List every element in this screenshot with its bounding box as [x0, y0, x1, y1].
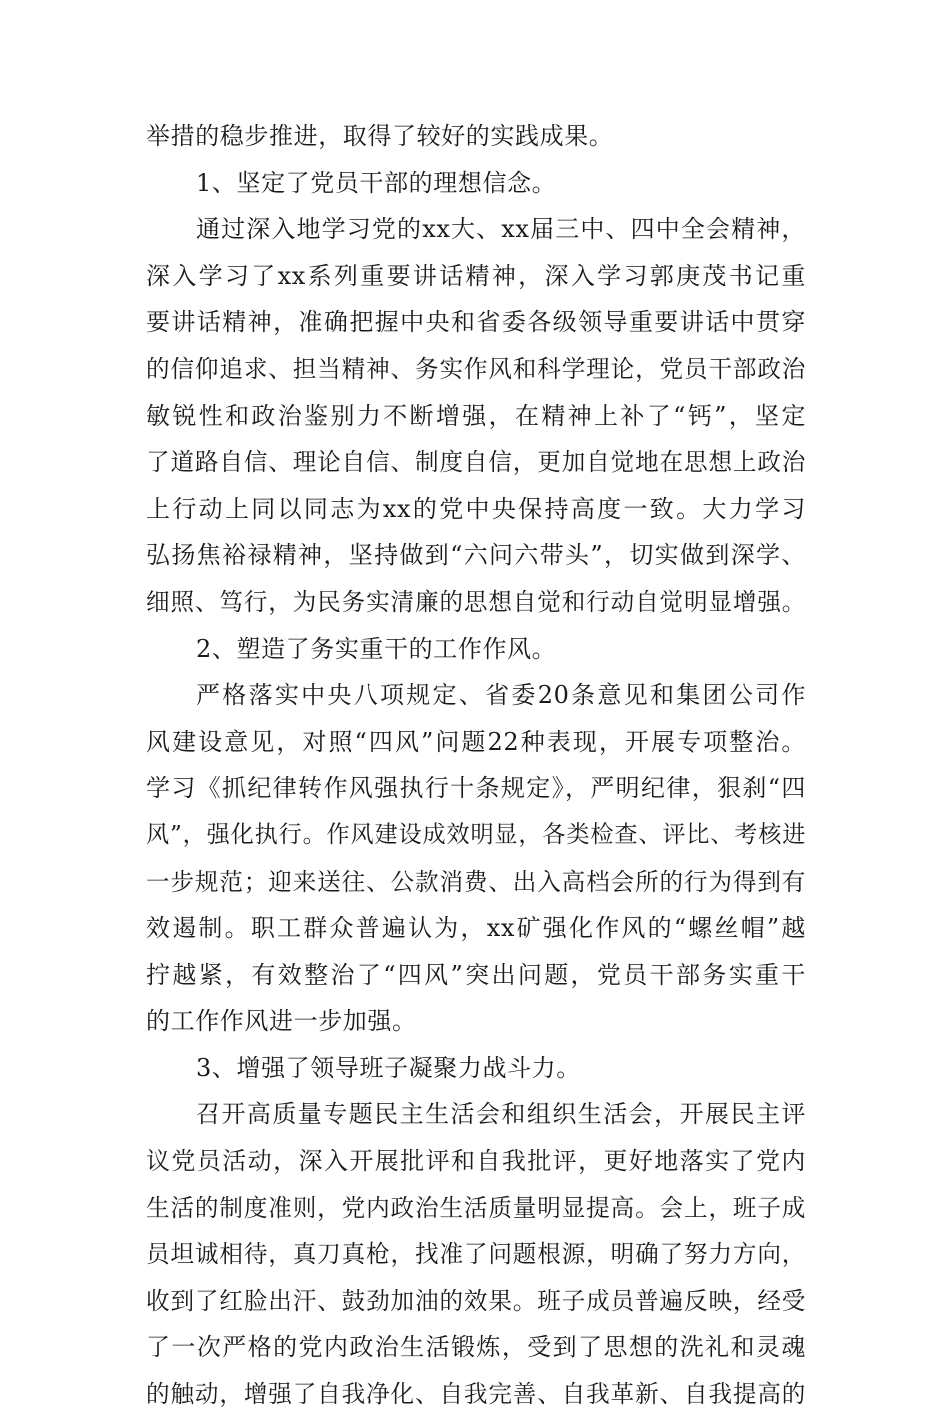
- paragraph-line: 风建设意见，对照“四风”问题22种表现，开展专项整治。: [146, 727, 806, 756]
- paragraph-line: 的信仰追求、担当精神、务实作风和科学理论，党员干部政治: [146, 354, 806, 383]
- paragraph-line: 生活的制度准则，党内政治生活质量明显提高。会上，班子成: [146, 1193, 806, 1222]
- paragraph-line: 了道路自信、理论自信、制度自信，更加自觉地在思想上政治: [146, 448, 806, 477]
- paragraph-line: 议党员活动，深入开展批评和自我批评，更好地落实了党内: [146, 1147, 806, 1176]
- section-heading-3: 3、增强了领导班子凝聚力战斗力。: [196, 1053, 581, 1082]
- paragraph-line: 员坦诚相待，真刀真枪，找准了问题根源，明确了努力方向，: [146, 1240, 806, 1269]
- paragraph-line: 一步规范；迎来送往、公款消费、出入高档会所的行为得到有: [146, 867, 806, 896]
- paragraph-line: 召开高质量专题民主生活会和组织生活会，开展民主评: [196, 1100, 806, 1129]
- paragraph-line: 敏锐性和政治鉴别力不断增强，在精神上补了“钙”，坚定: [146, 401, 806, 430]
- paragraph-line: 收到了红脸出汗、鼓劲加油的效果。班子成员普遍反映，经受: [146, 1286, 806, 1315]
- paragraph-line: 通过深入地学习党的xx大、xx届三中、四中全会精神，: [196, 215, 806, 244]
- paragraph-line: 要讲话精神，准确把握中央和省委各级领导重要讲话中贯穿: [146, 308, 806, 337]
- section-heading-2: 2、塑造了务实重干的工作作风。: [196, 634, 557, 663]
- paragraph-line: 学习《抓纪律转作风强执行十条规定》，严明纪律，狠刹“四: [146, 774, 806, 803]
- paragraph-line: 拧越紧，有效整治了“四风”突出问题，党员干部务实重干: [146, 960, 806, 989]
- document-body: [146, 113, 806, 1418]
- paragraph-line: 弘扬焦裕禄精神，坚持做到“六问六带头”，切实做到深学、: [146, 541, 806, 570]
- paragraph-line: 的触动，增强了自我净化、自我完善、自我革新、自我提高的: [146, 1380, 806, 1409]
- paragraph-line: 深入学习了xx系列重要讲话精神，深入学习郭庚茂书记重: [146, 261, 806, 290]
- paragraph-line: 风”，强化执行。作风建设成效明显，各类检查、评比、考核进: [146, 821, 806, 848]
- paragraph-line: 了一次严格的党内政治生活锻炼，受到了思想的洗礼和灵魂: [146, 1333, 806, 1362]
- paragraph-line: 细照、笃行，为民务实清廉的思想自觉和行动自觉明显增强。: [146, 587, 806, 616]
- section-heading-1: 1、坚定了党员干部的理想信念。: [196, 168, 557, 197]
- paragraph-line: 严格落实中央八项规定、省委20条意见和集团公司作: [196, 681, 806, 710]
- paragraph-line: 的工作作风进一步加强。: [146, 1007, 417, 1036]
- paragraph-line: 效遏制。职工群众普遍认为，xx矿强化作风的“螺丝帽”越: [146, 914, 806, 943]
- paragraph-line: 上行动上同以同志为xx的党中央保持高度一致。大力学习: [146, 494, 806, 523]
- text-line: 举措的稳步推进，取得了较好的实践成果。: [146, 122, 614, 150]
